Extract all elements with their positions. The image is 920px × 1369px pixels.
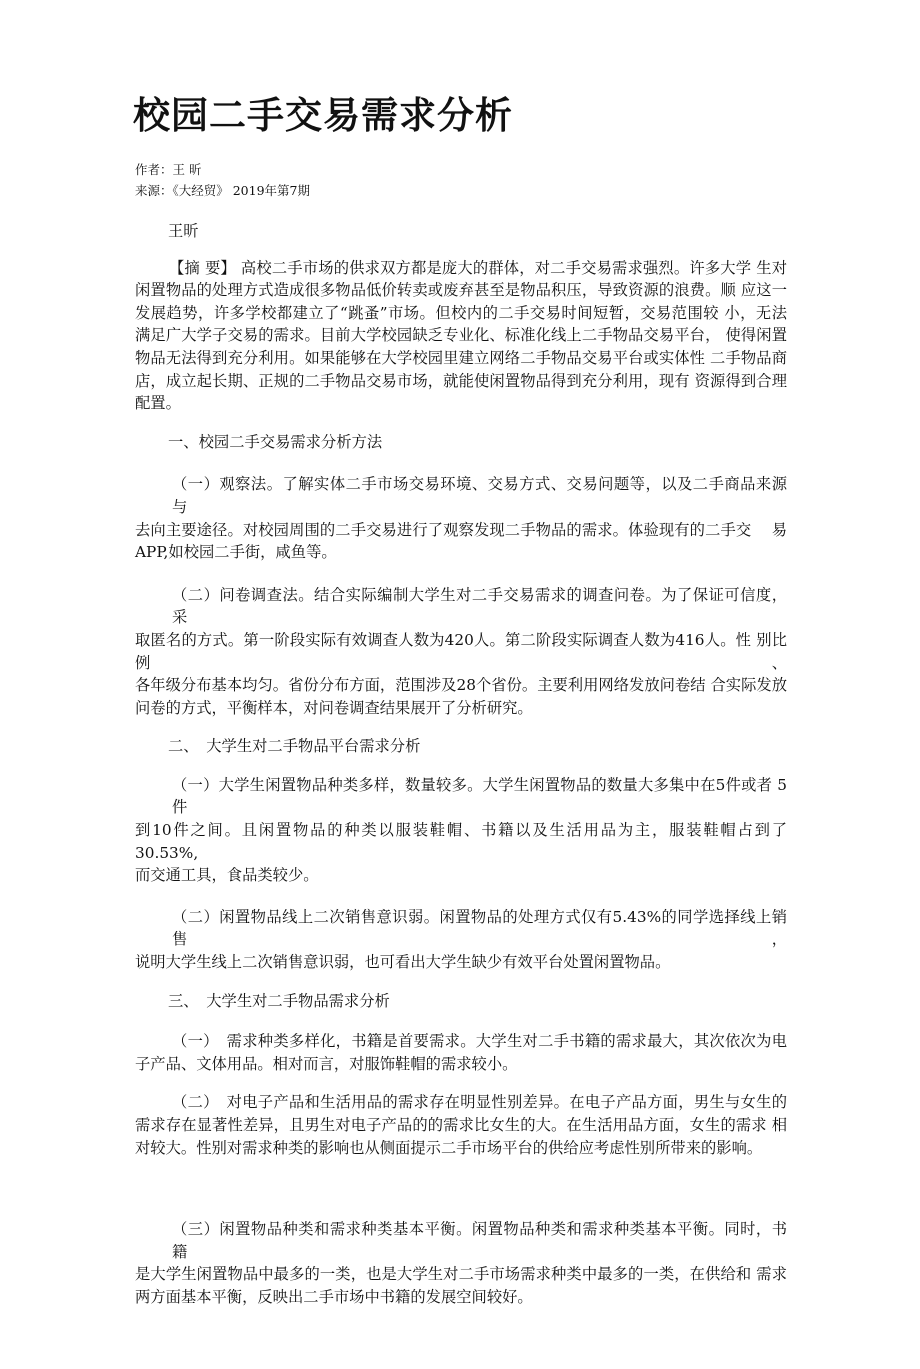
- section-heading-3: 三、 大学生对二手物品需求分析: [168, 991, 390, 1010]
- text-line: （三）闲置物品种类和需求种类基本平衡。闲置物品种类和需求种类基本平衡。同时，书 籍: [172, 1220, 787, 1261]
- paragraph-observation: [135, 473, 787, 563]
- section-heading-2: 二、 大学生对二手物品平台需求分析: [168, 737, 421, 756]
- text-line: 需求存在显著性差异，且男生对电子产品的的需求比女生的大。在生活用品方面，女生的需求 相: [135, 1116, 787, 1134]
- text-line: 取匿名的方式。第一阶段实际有效调查人数为420人。第二阶段实际调查人数为416人。性 别比例、: [135, 630, 787, 672]
- text-line: 【摘 要】 高校二手市场的供求双方都是庞大的群体，对二手交易需求强烈。许多大学 生对: [169, 258, 787, 277]
- text-line: 对较大。性别对需求种类的影响也从侧面提示二手市场平台的供给应考虑性别所带来的影响。: [135, 1138, 763, 1157]
- paragraph-demand-variety: [135, 1030, 787, 1075]
- text-line: 配置。: [135, 394, 181, 413]
- text-line: 到10件之间。且闲置物品的种类以服装鞋帽、书籍以及生活用品为主，服装鞋帽占到了 30.53%,: [135, 821, 808, 862]
- article-title: 校园二手交易需求分析: [133, 94, 513, 137]
- source-line: 来源：《大经贸》 2019年第7期: [135, 183, 310, 198]
- text-line: APP,如校园二手街，咸鱼等。: [135, 543, 337, 562]
- text-line: 闲置物品的处理方式造成很多物品低价转卖或废弃甚至是物品积压，导致资源的浪费。顺 应这一: [135, 281, 787, 300]
- abstract-paragraph: [135, 257, 787, 415]
- text-line: 说明大学生线上二次销售意识弱，也可看出大学生缺少有效平台处置闲置物品。: [135, 953, 671, 972]
- paragraph-survey: [135, 584, 787, 720]
- section-heading-1: 一、校园二手交易需求分析方法: [168, 432, 383, 451]
- text-line: 各年级分布基本均匀。省份分布方面，范围涉及28个省份。主要利用网络发放问卷结 合实际发放: [135, 676, 787, 695]
- text-line: 而交通工具，食品类较少。: [135, 866, 319, 885]
- text-line: 子产品、文体用品。相对而言，对服饰鞋帽的需求较小。: [135, 1054, 518, 1073]
- text-line: 满足广大学子交易的需求。目前大学校园缺乏专业化、标准化线上二手物品交易平台， 使得闲置: [135, 326, 787, 345]
- byline: 王昕: [168, 222, 199, 240]
- text-line: 物品无法得到充分利用。如果能够在大学校园里建立网络二手物品交易平台或实体性 二手物品商: [135, 348, 787, 367]
- text-line: 问卷的方式，平衡样本，对问卷调查结果展开了分析研究。: [135, 698, 533, 717]
- document-page: [133, 0, 808, 1369]
- text-line: （一）观察法。了解实体二手市场交易环境、交易方式、交易问题等，以及二手商品来源 与: [172, 475, 787, 516]
- text-line: （一） 需求种类多样化，书籍是首要需求。大学生对二手书籍的需求最大，其次依次为电: [172, 1032, 787, 1051]
- text-line: （二）闲置物品线上二次销售意识弱。闲置物品的处理方式仅有5.43%的同学选择线上销 售，: [172, 907, 787, 949]
- text-line: 两方面基本平衡，反映出二手市场中书籍的发展空间较好。: [135, 1287, 533, 1306]
- text-line: （一）大学生闲置物品种类多样，数量较多。大学生闲置物品的数量大多集中在5件或者 5件: [172, 775, 787, 817]
- text-line: 店，成立起长期、正规的二手物品交易市场，就能使闲置物品得到充分利用，现有 资源得到合理: [135, 371, 787, 390]
- paragraph-online-resale: [135, 906, 787, 974]
- paragraph-balance: [135, 1218, 787, 1308]
- text-line: 发展趋势，许多学校都建立了“跳蚤”市场。但校内的二手交易时间短暂，交易范围较 小，无法: [135, 303, 787, 322]
- text-line: 是大学生闲置物品中最多的一类，也是大学生对二手市场需求种类中最多的一类，在供给和 需求: [135, 1265, 787, 1284]
- text-line: （二） 对电子产品和生活用品的需求存在明显性别差异。在电子产品方面，男生与女生的: [172, 1093, 787, 1112]
- author-line: 作者：王 昕: [135, 162, 202, 177]
- text-line: 去向主要途径。对校园周围的二手交易进行了观察发现二手物品的需求。体验现有的二手交 易: [135, 520, 787, 539]
- paragraph-gender-difference: [135, 1091, 787, 1159]
- text-line: （二）问卷调查法。结合实际编制大学生对二手交易需求的调查问卷。为了保证可信度， 采: [172, 585, 787, 627]
- paragraph-item-variety: [135, 774, 808, 887]
